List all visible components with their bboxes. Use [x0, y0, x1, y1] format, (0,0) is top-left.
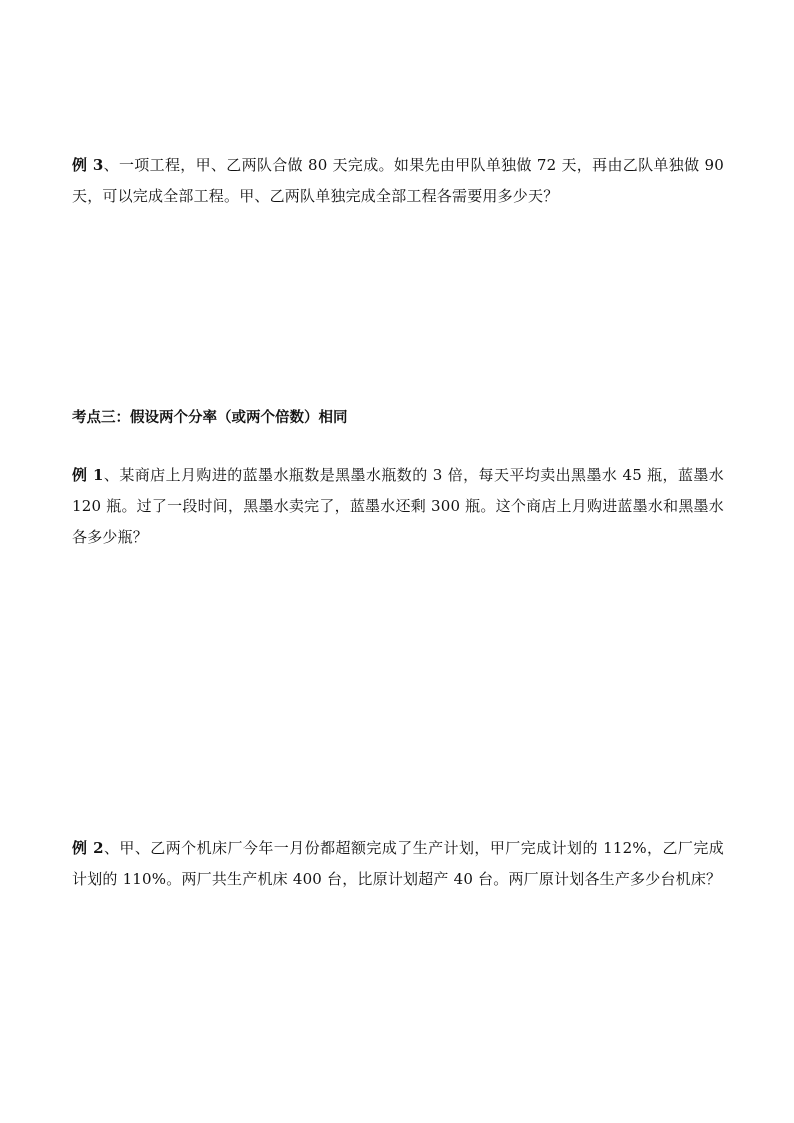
example-2-problem — [72, 833, 724, 895]
example-2-label: 例 2 — [72, 839, 104, 857]
example-1-problem — [72, 460, 724, 553]
example-1-label: 例 1 — [72, 466, 104, 484]
example-1-text: 、某商店上月购进的蓝墨水瓶数是黑墨水瓶数的 3 倍，每天平均卖出黑墨水 45 瓶，蓝墨水 120 瓶。过了一段时间，黑墨水卖完了，蓝墨水还剩 300 瓶。这个商店上月购进蓝墨水和黑墨水各多少瓶？ — [72, 466, 724, 546]
example-3-problem — [72, 150, 724, 212]
example-2-text: 、甲、乙两个机床厂今年一月份都超额完成了生产计划，甲厂完成计划的 112%，乙厂完成计划的 110%。两厂共生产机床 400 台，比原计划超产 40 台。两厂原计划各生产多少台机床？ — [72, 839, 724, 888]
example-3-label: 例 3 — [72, 156, 104, 174]
section-heading-kaodian-3: 考点三：假设两个分率（或两个倍数）相同 — [72, 409, 348, 426]
example-3-text: 、一项工程，甲、乙两队合做 80 天完成。如果先由甲队单独做 72 天，再由乙队单独做 90 天，可以完成全部工程。甲、乙两队单独完成全部工程各需要用多少天？ — [72, 156, 724, 205]
